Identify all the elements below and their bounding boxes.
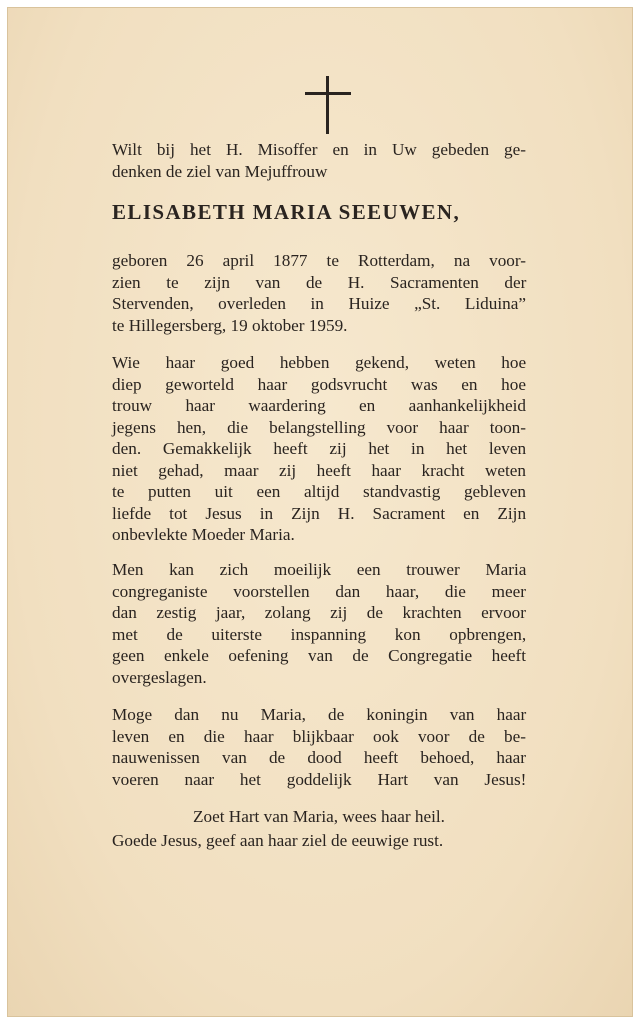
- paragraph-line: Men kan zich moeilijk een trouwer Maria: [112, 560, 527, 579]
- birth-death-line: zien te zijn van de H. Sacramenten der: [112, 272, 527, 292]
- closing-line: Zoet Hart van Maria, wees haar heil.: [193, 807, 445, 826]
- birth-death-line: geboren 26 april 1877 te Rotterdam, na voor-: [112, 251, 526, 270]
- paragraph-line: dan zestig jaar, zolang zij de krachten ervoor: [112, 603, 526, 622]
- paragraph-line: met de uiterste inspanning kon opbrengen,: [112, 624, 527, 644]
- cross-icon: [305, 76, 351, 134]
- paragraph-line: onbevlekte Moeder Maria.: [112, 525, 295, 544]
- paragraph-line: niet gehad, maar zij heeft haar kracht weten: [112, 460, 526, 480]
- paragraph-line: leven en die haar blijkbaar ook voor de be-: [112, 726, 526, 746]
- intro-text: [112, 139, 526, 182]
- paragraph-line: den. Gemakkelijk heeft zij het in het leven: [112, 439, 527, 458]
- paragraph-2: [112, 559, 526, 688]
- paragraph-line: Moge dan nu Maria, de koningin van haar: [112, 705, 527, 724]
- paragraph-line: trouw haar waardering en aanhankelijkheid: [112, 396, 526, 415]
- paragraph-line: voeren naar het goddelijk Hart van Jesus!: [112, 769, 527, 789]
- paragraph-line: nauwenissen van de dood heeft behoed, haar: [112, 748, 526, 767]
- paragraph-1: [112, 352, 526, 546]
- paragraph-line: te putten uit een altijd standvastig gebleven: [112, 482, 526, 501]
- birth-death-line: Stervenden, overleden in Huize „St. Liduina”: [112, 294, 526, 313]
- closing-line: Goede Jesus, geef aan haar ziel de eeuwige rust.: [112, 831, 444, 850]
- paragraph-line: congreganiste voorstellen dan haar, die meer: [112, 581, 526, 601]
- paragraph-line: diep geworteld haar godsvrucht was en hoe: [112, 374, 526, 394]
- birth-death-text: [112, 250, 526, 336]
- paragraph-line: jegens hen, die belangstelling voor haar toon-: [112, 417, 526, 437]
- intro-line: Wilt bij het H. Misoffer en in Uw gebeden ge-: [112, 140, 526, 159]
- closing-prayer: [112, 805, 526, 853]
- paragraph-3: [112, 704, 526, 790]
- paragraph-line: geen enkele oefening van de Congregatie heeft: [112, 646, 526, 665]
- paragraph-line: Wie haar goed hebben gekend, weten hoe: [112, 353, 527, 372]
- birth-death-line: te Hillegersberg, 19 oktober 1959.: [112, 315, 348, 335]
- paragraph-line: overgeslagen.: [112, 667, 207, 687]
- intro-line: denken de ziel van Mejuffrouw: [112, 161, 328, 181]
- paragraph-line: liefde tot Jesus in Zijn H. Sacrament en Zijn: [112, 503, 527, 523]
- deceased-name: ELISABETH MARIA SEEUWEN,: [112, 200, 461, 224]
